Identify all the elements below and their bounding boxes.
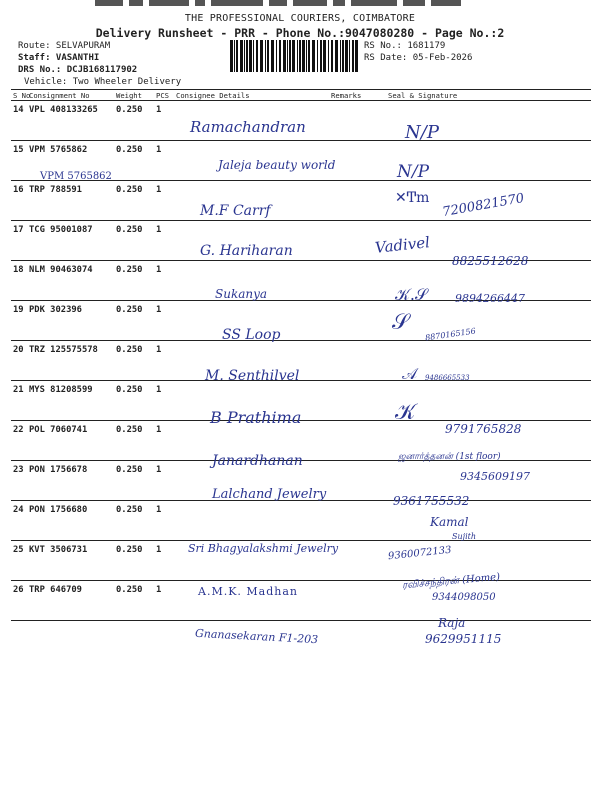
- cell-sno: 21: [11, 381, 27, 421]
- rs-no-text: RS No.: 1681179: [364, 41, 446, 51]
- handwritten-phone: 9894266447: [455, 292, 525, 305]
- handwritten-consignee: M. Senthilvel: [205, 368, 300, 384]
- cell-pcs: 1: [154, 581, 174, 621]
- col-remarks: Remarks: [329, 90, 386, 101]
- barcode: [230, 40, 360, 72]
- handwritten-signature: 𝒦.𝒮: [395, 285, 428, 304]
- cell-remarks: [329, 101, 386, 141]
- handwritten-consignee: A.M.K. Madhan: [198, 585, 299, 598]
- cell-consignment: VPM 5765862: [27, 141, 114, 181]
- handwritten-consignee: Jaleja beauty world: [218, 158, 336, 172]
- handwritten-consignee: G. Hariharan: [200, 243, 293, 259]
- handwritten-signature: Kamal: [430, 515, 469, 529]
- handwritten-np: N/P: [405, 122, 439, 143]
- table-row: [11, 341, 591, 381]
- cell-sno: 17: [11, 221, 27, 261]
- handwritten-tamil-name: ரவிச்சந்திரன் (Home): [401, 571, 501, 592]
- cell-consignment: TRP 646709: [27, 581, 114, 621]
- cell-weight: 0.250: [114, 501, 154, 541]
- cell-consignee: [174, 501, 329, 541]
- cell-pcs: 1: [154, 181, 174, 221]
- cell-sno: 19: [11, 301, 27, 341]
- cell-weight: 0.250: [114, 141, 154, 181]
- cell-pcs: 1: [154, 341, 174, 381]
- cell-sno: 18: [11, 261, 27, 301]
- cell-seal: [386, 381, 591, 421]
- cell-pcs: 1: [154, 101, 174, 141]
- company-name: THE PROFESSIONAL COURIERS, COIMBATORE: [184, 13, 416, 24]
- handwritten-phone: 9791765828: [445, 422, 522, 436]
- cell-consignment: VPL 408133265: [27, 101, 114, 141]
- scanner-top-strip: [95, 0, 505, 10]
- cell-pcs: 1: [154, 421, 174, 461]
- cell-consignment: TRP 788591: [27, 181, 114, 221]
- vehicle-text: Vehicle: Two Wheeler Delivery: [24, 77, 182, 87]
- handwritten-consignee: Lalchand Jewelry: [212, 487, 327, 502]
- cell-weight: 0.250: [114, 341, 154, 381]
- handwritten-phone: 9486665533: [425, 374, 470, 382]
- cell-pcs: 1: [154, 501, 174, 541]
- handwritten-phone: 8825512628: [452, 254, 529, 268]
- cell-sno: 22: [11, 421, 27, 461]
- cell-sno: 20: [11, 341, 27, 381]
- cell-remarks: [329, 341, 386, 381]
- cell-remarks: [329, 301, 386, 341]
- cell-remarks: [329, 501, 386, 541]
- cell-sno: 24: [11, 501, 27, 541]
- handwritten-phone: 9360072133: [387, 544, 453, 563]
- cell-consignment: TRZ 125575578: [27, 341, 114, 381]
- handwritten-consignee: Sukanya: [215, 287, 268, 301]
- handwritten-signature: ✕Ͳm: [395, 190, 430, 206]
- cell-weight: 0.250: [114, 221, 154, 261]
- cell-sno: 25: [11, 541, 27, 581]
- table-header-row: [11, 90, 591, 101]
- handwritten-phone: 9344098050: [432, 592, 496, 603]
- cell-remarks: [329, 181, 386, 221]
- cell-remarks: [329, 261, 386, 301]
- cell-pcs: 1: [154, 541, 174, 581]
- handwritten-consignee: Janardhanan: [212, 453, 303, 469]
- cell-remarks: [329, 581, 386, 621]
- col-consignment: Consignment No: [27, 90, 114, 101]
- cell-weight: 0.250: [114, 461, 154, 501]
- cell-remarks: [329, 421, 386, 461]
- meta-left: [18, 40, 181, 88]
- cell-consignment: KVT 3506731: [27, 541, 114, 581]
- cell-weight: 0.250: [114, 301, 154, 341]
- cell-sno: 14: [11, 101, 27, 141]
- col-consignee: Consignee Details: [174, 90, 329, 101]
- cell-remarks: [329, 141, 386, 181]
- cell-consignment: TCG 95001087: [27, 221, 114, 261]
- col-sno: S No: [13, 90, 31, 100]
- cell-sno: 23: [11, 461, 27, 501]
- cell-pcs: 1: [154, 381, 174, 421]
- handwritten-signature: Sujith: [452, 532, 477, 541]
- cell-seal: [386, 301, 591, 341]
- col-weight: Weight: [114, 90, 154, 101]
- cell-sno: 26: [11, 581, 27, 621]
- cell-pcs: 1: [154, 221, 174, 261]
- cell-consignment: PON 1756680: [27, 501, 114, 541]
- cell-consignment: POL 7060741: [27, 421, 114, 461]
- handwritten-consignee: Sri Bhagyalakshmi Jewelry: [188, 542, 339, 555]
- handwritten-tamil-name: ஜனார்த்தனன் (1st floor): [398, 452, 501, 462]
- cell-weight: 0.250: [114, 101, 154, 141]
- handwritten-signature: 𝒜: [402, 364, 418, 383]
- handwritten-phone: 8870165156: [424, 326, 477, 343]
- handwritten-consignee: SS Loop: [222, 327, 281, 343]
- handwritten-signature: 𝒦: [395, 400, 416, 425]
- cell-pcs: 1: [154, 141, 174, 181]
- route-text: Route: SELVAPURAM: [18, 41, 111, 51]
- handwritten-phone: 9345609197: [460, 470, 530, 483]
- cell-consignment: PDK 302396: [27, 301, 114, 341]
- cell-remarks: [329, 461, 386, 501]
- cell-consignment: MYS 81208599: [27, 381, 114, 421]
- handwritten-consignee: Gnanasekaran F1-203: [194, 626, 319, 647]
- col-seal: Seal & Signature: [386, 90, 591, 101]
- table-row: [11, 301, 591, 341]
- handwritten-phone: 9629951115: [425, 632, 502, 646]
- handwritten-signature: Vadivel: [374, 233, 431, 257]
- cell-pcs: 1: [154, 301, 174, 341]
- runsheet-title: Delivery Runsheet - PRR - Phone No.:9047080280 - Page No.:2: [95, 26, 505, 40]
- cell-consignment: NLM 90463074: [27, 261, 114, 301]
- cell-weight: 0.250: [114, 581, 154, 621]
- handwritten-signature: 𝒮: [392, 310, 410, 335]
- drs-text: DRS No.: DCJB168117902: [18, 65, 138, 75]
- cell-remarks: [329, 381, 386, 421]
- cell-pcs: 1: [154, 261, 174, 301]
- rs-date-text: RS Date: 05-Feb-2026: [364, 53, 473, 63]
- table-row: [11, 581, 591, 621]
- cell-weight: 0.250: [114, 381, 154, 421]
- handwritten-consignee: M.F Carrf: [200, 203, 271, 219]
- handwritten-consignee: Ramachandran: [190, 118, 306, 136]
- cell-weight: 0.250: [114, 541, 154, 581]
- handwritten-consignment: VPM 5765862: [40, 171, 112, 182]
- meta-right: [364, 40, 472, 64]
- cell-sno: 16: [11, 181, 27, 221]
- col-pcs: PCS: [154, 90, 174, 101]
- handwritten-signature: Raja: [438, 616, 466, 630]
- staff-text: Staff: VASANTHI: [18, 53, 100, 63]
- table-row: [11, 501, 591, 541]
- handwritten-consignee: B Prathima: [210, 408, 302, 427]
- cell-weight: 0.250: [114, 181, 154, 221]
- cell-weight: 0.250: [114, 421, 154, 461]
- cell-weight: 0.250: [114, 261, 154, 301]
- handwritten-phone: 7200821570: [441, 190, 526, 221]
- handwritten-np: N/P: [397, 162, 430, 182]
- handwritten-phone: 9361755532: [393, 494, 470, 508]
- cell-pcs: 1: [154, 461, 174, 501]
- cell-consignment: PON 1756678: [27, 461, 114, 501]
- cell-sno: 15: [11, 141, 27, 181]
